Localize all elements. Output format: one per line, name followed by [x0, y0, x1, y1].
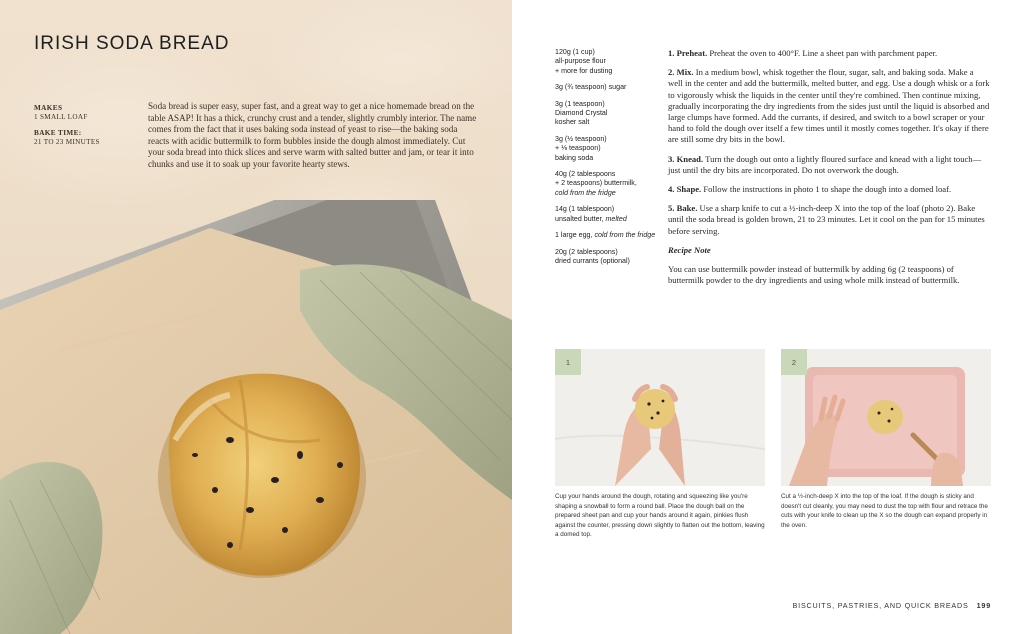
recipe-title: IRISH SODA BREAD — [34, 33, 230, 54]
bake-time-value: 21 TO 23 MINUTES — [34, 138, 100, 146]
recipe-note-text: You can use buttermilk powder instead of buttermilk by adding 6g (2 teaspoons) of buttermilk powder to the dry ingredients and using whole milk instead of buttermilk. — [668, 264, 960, 286]
knife-illustration — [781, 349, 991, 486]
ingredient-item: 120g (1 cup) all-purpose flour + more for dusting — [555, 48, 613, 75]
bake-time-label: BAKE TIME: — [34, 129, 82, 137]
page-number: 199 — [976, 601, 991, 610]
recipe-note-heading: Recipe Note — [668, 244, 711, 255]
makes-label: MAKES — [34, 104, 63, 112]
photo-caption-2: Cut a ½-inch-deep X into the top of the loaf. If the dough is sticky and doesn't cut cleanly, you may need to dust the top with flour and retrace the cuts with your knife to clean up the X so the dough can expand properly in the oven. — [781, 493, 988, 529]
photo-caption-1: Cup your hands around the dough, rotating and squeezing like you're shaping a snowball to form a round ball. Place the dough ball on the prepared sheet pan and cup your hands around it again, pinkies flush against the counter, pressing down slightly to flatten out the bottom, leaving a domed top. — [555, 493, 765, 539]
method-steps — [668, 48, 990, 286]
ingredient-item: 14g (1 tablespoon) unsalted butter, melted — [555, 205, 627, 223]
bread-loaf-illustration — [158, 374, 366, 578]
recipe-meta — [34, 104, 100, 154]
hands-illustration — [555, 349, 765, 486]
step-photo-1 — [555, 349, 765, 486]
section-title: BISCUITS, PASTRIES, AND QUICK BREADS — [792, 601, 969, 610]
page-footer — [793, 601, 991, 610]
step-mix: 2. Mix. In a medium bowl, whisk together the flour, sugar, salt, and baking soda. Make a well in the center and add the buttermilk, melted butter, and egg. Use a dough whisk or a fork to vigorously whisk the liquids in the center until they're combined. Then continue mixing, gradually incorporating the dry ingredients from the sides just until the liquid is absorbed and large clumps have formed. Add the currants, if desired, and switch to a bowl scraper or your hand to fold the dough over itself a few times until it mostly comes together. It's okay if there are still some dry bits in the bowl. — [668, 67, 990, 145]
soda-bread-photo — [0, 200, 512, 634]
ingredients-list — [555, 48, 663, 273]
photo-badge-1: 1 — [555, 349, 581, 375]
photo-badge-2: 2 — [781, 349, 807, 375]
ingredient-item: 3g (1 teaspoon) Diamond Crystal kosher salt — [555, 99, 608, 127]
right-page — [512, 0, 1024, 634]
ingredient-item: 3g (½ teaspoon) + ⅛ teaspoon) baking soda — [555, 134, 607, 162]
ingredient-item: 40g (2 tablespoons + 2 teaspoons) buttermilk, cold from the fridge — [555, 170, 637, 197]
step-knead: 3. Knead. Turn the dough out onto a lightly floured surface and knead with a light touch—just until the dry bits are incorporated. Do not overwork the dough. — [668, 153, 982, 175]
step-preheat: 1. Preheat. Preheat the oven to 400°F. Line a sheet pan with parchment paper. — [668, 48, 938, 58]
intro-paragraph: Soda bread is super easy, super fast, and a great way to get a nice homemade bread on the table ASAP! It has a thick, crunchy crust and a tender, slightly crumbly interior. The name comes from the fact that it uses baking soda instead of yeast to rise—the baking soda reacts with acidic buttermilk to form bubbles inside the dough almost immediately. Cut your soda bread into thick slices and serve warm with salted butter and jam, or tear it into chunks and use it to soak up your favorite hearty stews. — [148, 101, 477, 169]
step-shape: 4. Shape. Follow the instructions in photo 1 to shape the dough into a domed loaf. — [668, 184, 952, 195]
step-bake: 5. Bake. Use a sharp knife to cut a ½-inch-deep X into the top of the loaf (photo 2). Bake until the soda bread is golden brown, 21 to 23 minutes. Let it cool on the pan for 15 minutes before serving. — [668, 203, 985, 236]
ingredient-item: 3g (¾ teaspoon) sugar — [555, 83, 627, 92]
step-photo-2 — [781, 349, 991, 486]
ingredient-item: 20g (2 tablespoons) dried currants (optional) — [555, 247, 630, 265]
ingredient-item: 1 large egg, cold from the fridge — [555, 231, 656, 240]
makes-value: 1 SMALL LOAF — [34, 113, 88, 121]
